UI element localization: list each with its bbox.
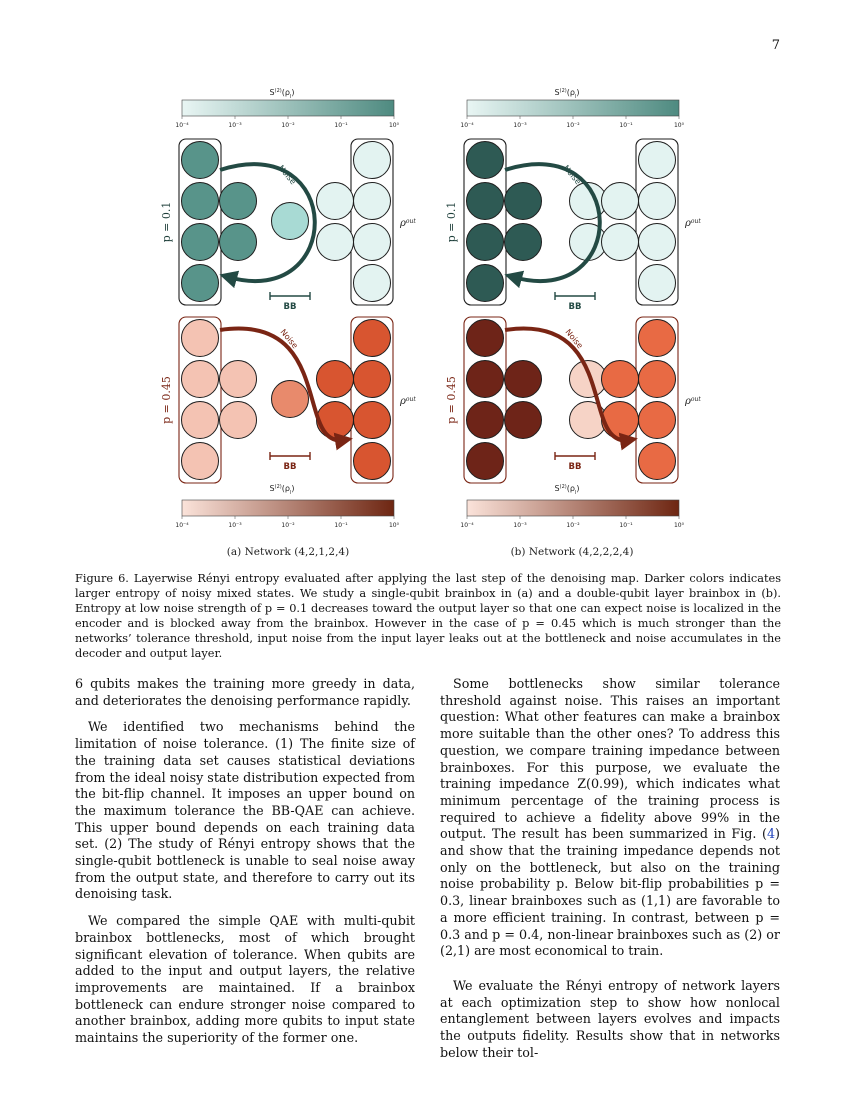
qubit-circle	[467, 402, 504, 439]
colorbar-label: $S^{(2)}(\rho_l)$	[554, 484, 580, 496]
figure-reference-link[interactable]: 4	[766, 826, 776, 842]
rho-out-superscript: out	[405, 395, 416, 403]
qubit-circle	[354, 402, 391, 439]
subcaption-b: (b) Network (4,2,2,2,4)	[510, 546, 634, 558]
noise-arrow	[505, 164, 600, 281]
colorbar-tick-label: 10⁻²	[566, 122, 580, 129]
qubit-circle	[354, 142, 391, 179]
colorbar	[182, 500, 394, 516]
colorbar-tick-label: 10⁻⁴	[175, 522, 189, 529]
colorbar-tick-label: 10⁻⁴	[175, 122, 189, 129]
qubit-circle	[354, 224, 391, 261]
colorbar-tick-label: 10⁻²	[281, 122, 295, 129]
qubit-circle	[220, 183, 257, 220]
qubit-circle	[354, 320, 391, 357]
subcaption-a: (a) Network (4,2,1,2,4)	[226, 546, 350, 558]
qubit-circle	[639, 142, 676, 179]
colorbar-tick-label: 10⁻¹	[334, 122, 348, 129]
qubit-circle	[354, 361, 391, 398]
qubit-circle	[602, 402, 639, 439]
qubit-circle	[467, 443, 504, 480]
colorbar-tick-label: 10⁰	[673, 522, 685, 529]
paragraph-text: Some bottlenecks show similar tolerance threshold against noise. This raises an important question: What other features can make a brainbox more suitable than the other ones? To address this question, we compare training impedance between brainboxes. For this purpose, we evaluate the training impedance Z(0.99), which indicates what minimum percentage of the training process is required to achieve a fidelity above 99% in the output. The result has been summarized in Fig. (	[440, 676, 780, 842]
rho-out-label: $\rho^{out}$	[685, 395, 701, 407]
colorbar-label: $S^{(2)}(\rho_l)$	[269, 88, 295, 100]
qubit-circle	[467, 320, 504, 357]
colorbar-tick-label: 10⁻³	[228, 122, 242, 129]
qubit-circle	[505, 361, 542, 398]
colorbar-tick-label: 10⁻¹	[619, 522, 633, 529]
colorbar	[467, 100, 679, 116]
qubit-circle	[639, 361, 676, 398]
qubit-circle	[272, 203, 309, 240]
bb-label: BB	[283, 462, 297, 472]
paragraph	[440, 676, 780, 960]
qubit-circle	[467, 224, 504, 261]
qubit-circle	[220, 224, 257, 261]
colorbar	[467, 500, 679, 516]
rho-out-label: $\rho^{out}$	[685, 217, 701, 229]
qubit-circle	[602, 183, 639, 220]
rho-out-label: $\rho^{out}$	[400, 217, 416, 229]
qubit-circle	[505, 402, 542, 439]
colorbar-tick-label: 10⁻³	[513, 122, 527, 129]
rho-out-superscript: out	[690, 395, 701, 403]
colorbar-tick-label: 10⁻³	[513, 522, 527, 529]
qubit-circle	[182, 320, 219, 357]
colorbar-tick-label: 10⁻²	[566, 522, 580, 529]
left-column	[75, 676, 415, 1057]
figure-caption: Figure 6. Layerwise Rényi entropy evaluated after applying the last step of the denoising map. Darker colors indicates larger entropy of noisy mixed states. We study a single-qubit brainbox in (a) and a double-qubit layer brainbox in (b). Entropy at low noise strength of p = 0.1 decreases toward the output layer so that one can expect noise is localized in the encoder and is blocked away from the brainbox. However in the case of p = 0.45 which is much stronger than the networks’ tolerance threshold, input noise from the input layer leaks out at the bottleneck and noise accumulates in the decoder and output layer.	[75, 572, 781, 660]
rho-out-label: $\rho^{out}$	[400, 395, 416, 407]
noise-label: Noise	[561, 163, 583, 187]
qubit-circle	[639, 402, 676, 439]
colorbar-label: $S^{(2)}(\rho_l)$	[554, 88, 580, 100]
bb-label: BB	[568, 462, 582, 472]
colorbar-tick-label: 10⁻²	[281, 522, 295, 529]
qubit-circle	[639, 183, 676, 220]
noise-label: Noise	[563, 327, 585, 351]
qubit-circle	[354, 183, 391, 220]
qubit-circle	[639, 224, 676, 261]
qubit-circle	[317, 402, 354, 439]
qubit-circle	[272, 381, 309, 418]
qubit-circle	[220, 361, 257, 398]
paragraph: We compared the simple QAE with multi-qubit brainbox bottlenecks, most of which brought significant elevation of tolerance. When qubits are added to the input and output layers, the relative improvements are maintained. If a brainbox bottleneck can endure stronger noise compared to another brainbox, adding more qubits to input state maintains the superiority of the former one.	[75, 913, 415, 1046]
qubit-circle	[602, 224, 639, 261]
colorbar-tick-label: 10⁻¹	[619, 122, 633, 129]
qubit-circle	[182, 183, 219, 220]
page-number: 7	[771, 38, 780, 53]
qubit-circle	[317, 361, 354, 398]
qubit-circle	[639, 320, 676, 357]
paragraph-text: ) and show that the training impedance depends not only on the bottleneck, but also on the training noise probability p. Below bit-flip probabilities p = 0.3, linear brainboxes such as (1,1) are favorable to a more efficient training. In contrast, between p = 0.3 and p = 0.4, non-linear brainboxes such as (2) or (2,1) are most economical to train.	[440, 826, 780, 959]
colorbar-tick-label: 10⁻⁴	[460, 522, 474, 529]
row-label: p = 0.1	[445, 201, 458, 243]
qubit-circle	[182, 265, 219, 302]
qubit-circle	[467, 265, 504, 302]
qubit-circle	[505, 183, 542, 220]
paragraph: 6 qubits makes the training more greedy in data, and deteriorates the denoising performance rapidly.	[75, 676, 415, 708]
paragraph: We identified two mechanisms behind the limitation of noise tolerance. (1) The finite size of the training data set causes statistical deviations from the ideal noisy state distribution expected from the bit-flip channel. It imposes an upper bound on the maximum tolerance the BB-QAE can achieve. This upper bound depends on each training data set. (2) The study of Rényi entropy shows that the single-qubit bottleneck is unable to seal noise away from the output state, and therefore to carry out its denoising task.	[75, 719, 415, 902]
qubit-circle	[317, 183, 354, 220]
row-label: p = 0.1	[160, 201, 173, 243]
qubit-circle	[220, 402, 257, 439]
qubit-circle	[467, 142, 504, 179]
colorbar-tick-label: 10⁰	[388, 122, 400, 129]
qubit-circle	[467, 183, 504, 220]
qubit-circle	[505, 224, 542, 261]
rho-out-superscript: out	[690, 217, 701, 225]
bb-label: BB	[568, 302, 582, 312]
qubit-circle	[354, 265, 391, 302]
qubit-circle	[317, 224, 354, 261]
colorbar-tick-label: 10⁻¹	[334, 522, 348, 529]
qubit-circle	[570, 361, 607, 398]
qubit-circle	[182, 443, 219, 480]
qubit-circle	[354, 443, 391, 480]
row-label: p = 0.45	[445, 376, 458, 424]
colorbar-tick-label: 10⁻⁴	[460, 122, 474, 129]
row-label: p = 0.45	[160, 376, 173, 424]
right-column	[440, 676, 780, 1071]
qubit-circle	[639, 265, 676, 302]
colorbar-tick-label: 10⁰	[673, 122, 685, 129]
qubit-circle	[467, 361, 504, 398]
qubit-circle	[639, 443, 676, 480]
qubit-circle	[182, 142, 219, 179]
noise-label: Noise	[278, 327, 300, 351]
bb-label: BB	[283, 302, 297, 312]
colorbar-label: $S^{(2)}(\rho_l)$	[269, 484, 295, 496]
colorbar-tick-label: 10⁰	[388, 522, 400, 529]
qubit-circle	[182, 402, 219, 439]
qubit-circle	[182, 224, 219, 261]
colorbar-tick-label: 10⁻³	[228, 522, 242, 529]
qubit-circle	[602, 361, 639, 398]
colorbar	[182, 100, 394, 116]
rho-out-superscript: out	[405, 217, 416, 225]
noise-label: Noise	[276, 163, 298, 187]
paragraph: We evaluate the Rényi entropy of network layers at each optimization step to show how nonlocal entanglement between layers evolves and impacts the outputs fidelity. Results show that in networks below their tol-	[440, 977, 780, 1060]
qubit-circle	[182, 361, 219, 398]
